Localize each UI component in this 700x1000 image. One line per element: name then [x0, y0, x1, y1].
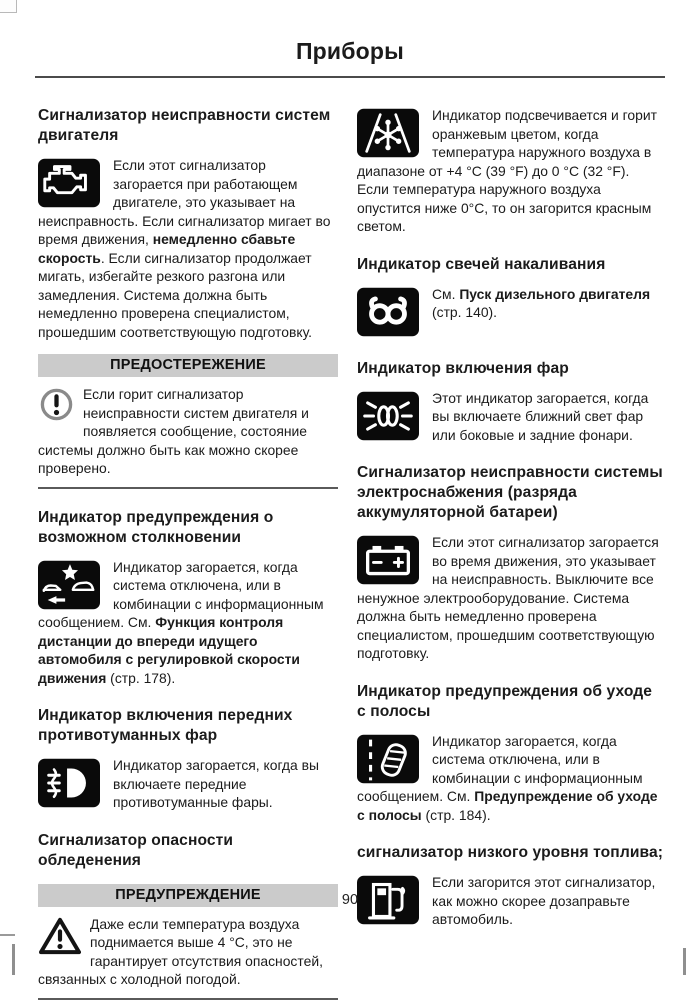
- content-columns: [0, 78, 700, 1000]
- section-rule: [38, 998, 338, 1000]
- text-segment: Этот индикатор загорается, когда вы включаете ближний свет фар или боковые и задние фонари.: [432, 389, 649, 443]
- indicator-glow-plug: [357, 285, 665, 340]
- scan-edge-artifact: [0, 934, 15, 936]
- glow-plug-icon: [357, 287, 419, 337]
- indicator-front-fog: [38, 756, 338, 812]
- engine-warning-icon: [38, 158, 100, 208]
- indicator-lane-departure: [357, 732, 665, 825]
- section-title-ice-danger: Сигнализатор опасности обледенения: [38, 831, 234, 869]
- scan-edge-artifact: [683, 948, 686, 975]
- indicator-battery-fault: [357, 533, 665, 663]
- indicator-headlights: [357, 389, 665, 445]
- body-text: [38, 385, 338, 478]
- text-segment: Индикатор загорается, когда система отключена, или в комбинации с информационным сообщением. См.: [38, 558, 324, 630]
- warning-triangle-icon: [39, 917, 81, 960]
- right-column: [357, 104, 665, 1000]
- headlights-on-icon: [357, 391, 419, 441]
- warning-box-content: [38, 915, 338, 989]
- section-title-battery-fault: Сигнализатор неисправности системы электроснабжения (разряда аккумуляторной батареи): [357, 464, 663, 521]
- text-segment: (стр. 178).: [106, 669, 176, 686]
- text-segment-bold: Пуск дизельного двигателя: [459, 285, 651, 302]
- frost-warning-icon: [357, 108, 419, 158]
- indicator-engine-fault: [38, 156, 338, 341]
- text-segment-bold: Предупреждение об уходе с полосы: [357, 788, 658, 823]
- caution-box-content: [38, 385, 338, 478]
- text-segment-bold: Функция контроля дистанции до впереди идущего автомобиля с регулировкой скорости движения: [38, 614, 300, 686]
- collision-warning-icon: [38, 560, 100, 610]
- indicator-collision-warning: [38, 558, 338, 688]
- text-segment: Если этот сигнализатор загорается при работающем двигателе, это указывает на неисправность. Если сигнализатор мигает во время движения,: [38, 157, 331, 247]
- page-title: Приборы: [295, 38, 405, 64]
- text-segment-bold: немедленно сбавьте скорость: [38, 231, 296, 266]
- indicator-frost-warning: [357, 106, 665, 236]
- text-segment: Индикатор подсвечивается и горит оранжевым цветом, когда температура наружного воздуха в диапазоне от +4 °C (39 °F) до 0 °C (32 °F). Если температура наружного воздуха опустится ниже 0°C, то он загорится красным светом.: [357, 107, 658, 234]
- text-segment: Если загорится этот сигнализатор, как можно скорее дозаправьте автомобиль.: [432, 874, 656, 927]
- scan-corner-artifact: [0, 0, 17, 13]
- text-segment: Индикатор загорается, когда вы включаете передние противотуманные фары.: [113, 757, 319, 810]
- text-segment: Индикатор загорается, когда система отключена, или в комбинации с информационным сообщением. См.: [357, 732, 643, 804]
- text-segment: . Если сигнализатор продолжает мигать, избегайте резкого разгона или замедления. Система должна быть немедленно проверена специалистом, прошедшим соответствующую подготовку.: [38, 249, 312, 340]
- battery-charge-icon: [357, 535, 419, 585]
- text-segment: (стр. 184).: [421, 806, 491, 823]
- section-title-glow-plug: Индикатор свечей накаливания: [357, 255, 606, 273]
- section-rule: [38, 487, 338, 489]
- caution-box-header: ПРЕДОСТЕРЕЖЕНИЕ: [38, 354, 338, 377]
- front-fog-lamps-icon: [38, 758, 100, 808]
- section-title-lane-departure: Индикатор предупреждения об уходе с полосы: [357, 682, 653, 720]
- section-title-headlights: Индикатор включения фар: [357, 359, 569, 377]
- section-title-front-fog: Индикатор включения передних противотуманных фар: [38, 707, 293, 744]
- lane-departure-icon: [357, 734, 419, 784]
- text-segment: Если этот сигнализатор загорается во время движения, это указывает на неисправность. Выключите все ненужное электрооборудование. Система должна быть немедленно проверена специалистом, прошедшим соответствующую подготовку.: [357, 534, 659, 661]
- section-title-collision-warning: Индикатор предупреждения о возможном столкновении: [38, 508, 274, 546]
- text-segment: Если горит сигнализатор неисправности систем двигателя и появляется сообщение, состояние системы должно быть как можно скорее проверено.: [38, 386, 309, 476]
- text-segment: (стр. 140).: [432, 304, 498, 320]
- caution-circle-icon: [39, 387, 74, 427]
- text-segment: Даже если температура воздуха поднимается выше 4 °C, это не гарантирует отсутствия опасностей, связанных с холодной погодой.: [38, 915, 323, 987]
- left-column: [38, 104, 338, 1000]
- text-segment: См.: [432, 285, 460, 302]
- page-number: 90: [341, 892, 359, 908]
- warning-box-header: ПРЕДУПРЕЖДЕНИЕ: [38, 884, 338, 907]
- body-text: [38, 915, 338, 989]
- section-title-engine-fault: Сигнализатор неисправности систем двигателя: [38, 107, 331, 144]
- caution-box: [38, 354, 338, 489]
- section-title-low-fuel: сигнализатор низкого уровня топлива;: [357, 844, 664, 861]
- scan-edge-artifact: [12, 944, 15, 975]
